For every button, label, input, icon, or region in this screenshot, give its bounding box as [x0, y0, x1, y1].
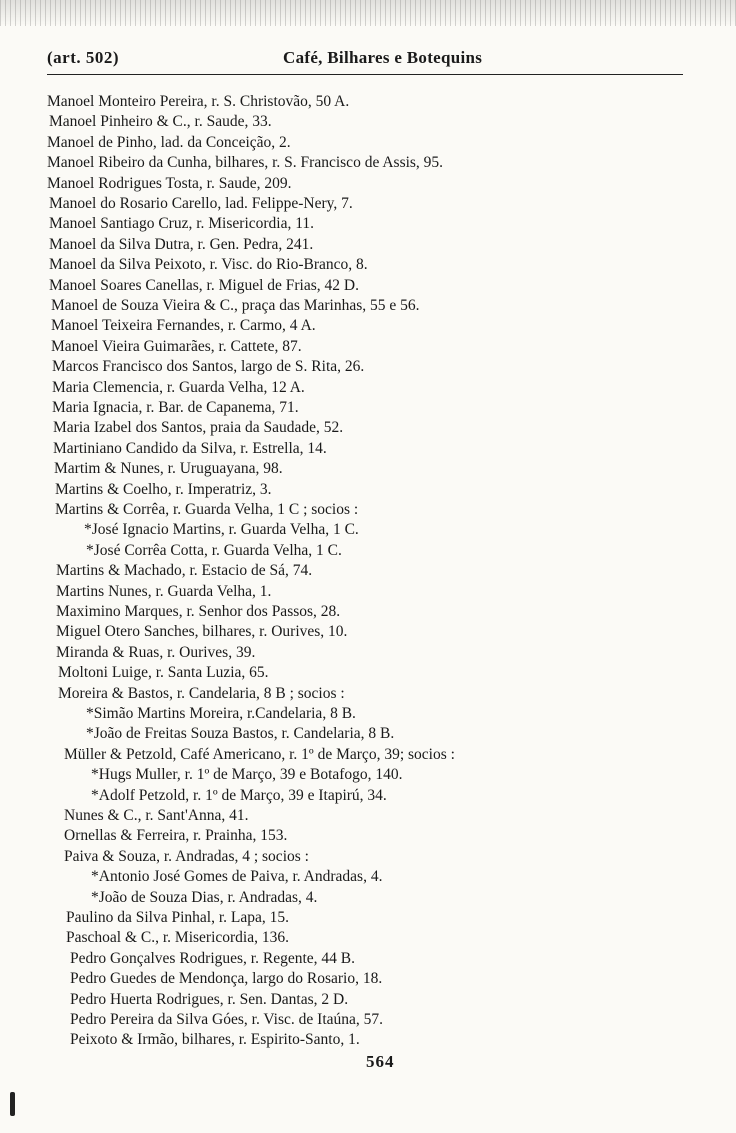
list-item: Manoel Santiago Cruz, r. Misericordia, 11. — [49, 215, 315, 233]
list-item: Martins & Machado, r. Estacio de Sá, 74. — [56, 562, 313, 580]
list-item: *João de Souza Dias, r. Andradas, 4. — [91, 888, 318, 906]
list-item: *Hugs Muller, r. 1º de Março, 39 e Botafogo, 140. — [91, 766, 403, 784]
list-item: Moltoni Luige, r. Santa Luzia, 65. — [58, 664, 269, 682]
list-item: Maximino Marques, r. Senhor dos Passos, 28. — [56, 603, 341, 620]
list-item: Martiniano Candido da Silva, r. Estrella, 14. — [53, 439, 327, 457]
list-item: Peixoto & Irmão, bilhares, r. Espirito-Santo, 1. — [70, 1031, 360, 1049]
list-item: Nunes & C., r. Sant'Anna, 41. — [64, 807, 249, 824]
list-item: Maria Clemencia, r. Guarda Velha, 12 A. — [52, 378, 305, 396]
list-item: *José Ignacio Martins, r. Guarda Velha, 1 C. — [84, 521, 359, 539]
list-item: Paiva & Souza, r. Andradas, 4 ; socios : — [64, 847, 309, 865]
list-item: Martins & Corrêa, r. Guarda Velha, 1 C ; socios : — [55, 501, 359, 518]
list-item: Manoel Soares Canellas, r. Miguel de Frias, 42 D. — [49, 276, 359, 294]
list-item: Manoel Monteiro Pereira, r. S. Christovão, 50 A. — [47, 93, 350, 110]
list-item: Manoel de Pinho, lad. da Conceição, 2. — [47, 133, 291, 151]
list-item: Manoel da Silva Peixoto, r. Visc. do Rio-Branco, 8. — [49, 256, 368, 274]
page-title: Café, Bilhares e Botequins — [283, 48, 483, 67]
list-item: Manoel de Souza Vieira & C., praça das Marinhas, 55 e 56. — [51, 297, 420, 314]
header-rule — [47, 74, 683, 75]
list-item: *José Corrêa Cotta, r. Guarda Velha, 1 C. — [86, 541, 342, 559]
list-item: Manoel Rodrigues Tosta, r. Saude, 209. — [47, 174, 292, 192]
page-number: 564 — [366, 1052, 395, 1071]
list-item: Martins Nunes, r. Guarda Velha, 1. — [56, 582, 272, 600]
list-item: Manoel do Rosario Carello, lad. Felippe-Nery, 7. — [49, 195, 353, 212]
list-item: Martins & Coelho, r. Imperatriz, 3. — [55, 480, 272, 498]
list-item: Ornellas & Ferreira, r. Prainha, 153. — [64, 827, 288, 845]
list-item: Manoel Ribeiro da Cunha, bilhares, r. S. Francisco de Assis, 95. — [47, 154, 444, 172]
list-item: Miguel Otero Sanches, bilhares, r. Ourives, 10. — [56, 623, 348, 641]
list-item: Pedro Gonçalves Rodrigues, r. Regente, 44 B. — [70, 949, 355, 967]
list-item: Miranda & Ruas, r. Ourives, 39. — [56, 643, 256, 661]
list-item: *João de Freitas Souza Bastos, r. Candelaria, 8 B. — [86, 725, 395, 743]
list-item: Manoel Teixeira Fernandes, r. Carmo, 4 A. — [51, 317, 316, 335]
list-item: Pedro Pereira da Silva Góes, r. Visc. de Itaúna, 57. — [70, 1011, 384, 1028]
list-item: Paulino da Silva Pinhal, r. Lapa, 15. — [66, 909, 290, 926]
page-header — [47, 48, 683, 74]
list-item: Paschoal & C., r. Misericordia, 136. — [66, 929, 289, 947]
list-item: Manoel da Silva Dutra, r. Gen. Pedra, 241. — [49, 235, 314, 253]
scan-mark — [10, 1092, 15, 1116]
list-item: Maria Izabel dos Santos, praia da Saudade, 52. — [53, 419, 344, 437]
list-item: *Simão Martins Moreira, r.Candelaria, 8 B. — [86, 705, 356, 722]
list-item: Pedro Guedes de Mendonça, largo do Rosario, 18. — [70, 970, 383, 988]
list-item: *Adolf Petzold, r. 1º de Março, 39 e Itapirú, 34. — [91, 786, 387, 804]
list-item: Manoel Vieira Guimarães, r. Cattete, 87. — [51, 337, 302, 355]
list-item: Moreira & Bastos, r. Candelaria, 8 B ; socios : — [58, 684, 345, 702]
list-item: Martim & Nunes, r. Uruguayana, 98. — [54, 460, 283, 478]
list-item: Marcos Francisco dos Santos, largo de S. Rita, 26. — [52, 358, 365, 376]
list-item: Maria Ignacia, r. Bar. de Capanema, 71. — [52, 399, 299, 416]
list-item: *Antonio José Gomes de Paiva, r. Andradas, 4. — [91, 868, 383, 886]
scan-noise-band — [0, 0, 736, 26]
section-reference: (art. 502) — [47, 48, 120, 67]
list-item: Manoel Pinheiro & C., r. Saude, 33. — [49, 113, 272, 131]
list-item: Pedro Huerta Rodrigues, r. Sen. Dantas, 2 D. — [70, 990, 349, 1008]
list-item: Müller & Petzold, Café Americano, r. 1º de Março, 39; socios : — [64, 745, 455, 763]
